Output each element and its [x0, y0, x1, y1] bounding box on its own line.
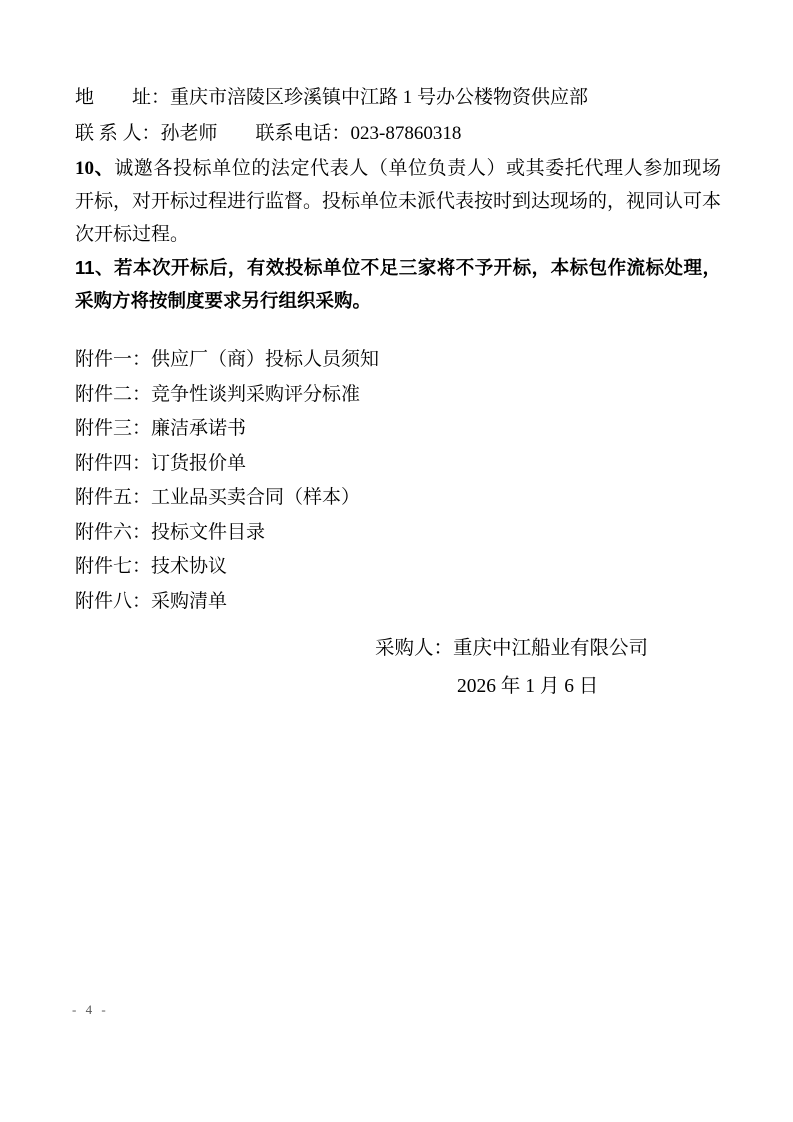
attachment-item-5: 附件五：工业品买卖合同（样本） — [75, 487, 361, 508]
clause-10 — [75, 152, 721, 251]
document-body — [75, 80, 721, 619]
clause-10-text: 诚邀各投标单位的法定代表人（单位负责人）或其委托代理人参加现场开标，对开标过程进行监督。投标单位未派代表按时到达现场的，视同认可本次开标过程。 — [75, 158, 722, 245]
purchaser-signature-line: 采购人：重庆中江船业有限公司 — [375, 638, 649, 659]
clause-10-number: 10、 — [75, 158, 115, 179]
clause-11-text: 若本次开标后，有效投标单位不足三家将不予开标，本标包作流标处理，采购方将按制度要求另行组织采购。 — [75, 257, 721, 311]
signature-date-line: 2026 年 1 月 6 日 — [457, 676, 599, 697]
address-line: 地 址：重庆市涪陵区珍溪镇中江路 1 号办公楼物资供应部 — [75, 87, 589, 108]
attachment-item-8: 附件八：采购清单 — [75, 590, 228, 612]
clause-11 — [75, 251, 721, 317]
clause-11-number: 11、 — [75, 257, 115, 278]
attachment-item-7: 附件七：技术协议 — [75, 556, 228, 577]
attachment-item-6: 附件六：投标文件目录 — [75, 521, 266, 543]
attachment-item-3: 附件三：廉洁承诺书 — [75, 418, 247, 439]
attachment-list — [75, 343, 721, 619]
attachment-item-2: 附件二：竞争性谈判采购评分标准 — [75, 383, 361, 405]
page-number: - 4 - — [72, 1002, 109, 1017]
attachment-item-1: 附件一：供应厂（商）投标人员须知 — [75, 349, 380, 370]
contact-person-line: 联 系 人：孙老师 联系电话：023-87860318 — [75, 123, 462, 144]
attachment-item-4: 附件四：订货报价单 — [75, 452, 247, 474]
